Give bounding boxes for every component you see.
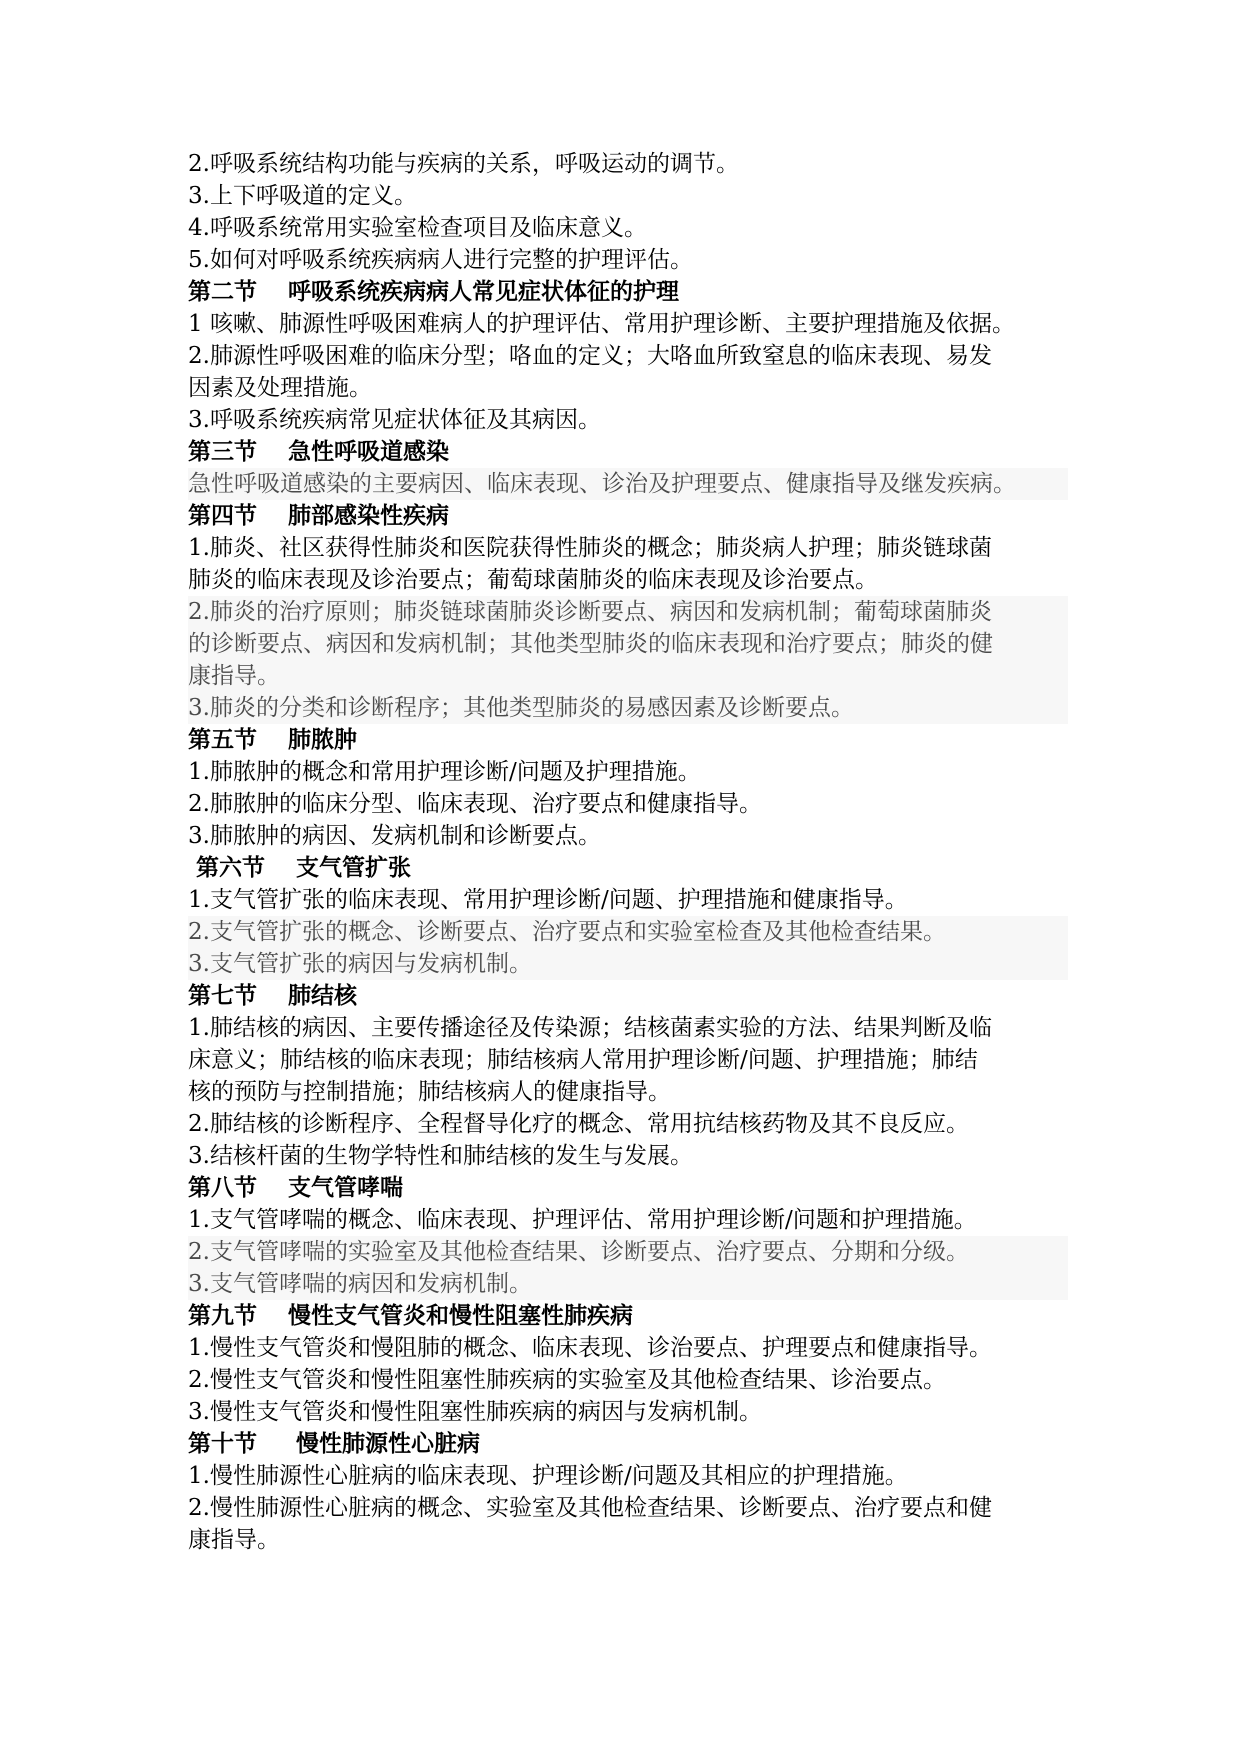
section-9-item-3: 3.慢性支气管炎和慢性阻塞性肺疾病的病因与发病机制。 (188, 1399, 762, 1425)
section-5-heading: 第五节 肺脓肿 (188, 726, 358, 753)
section-3-item-1: 急性呼吸道感染的主要病因、临床表现、诊治及护理要点、健康指导及继发疾病。 (188, 468, 1068, 500)
item-4: 4.呼吸系统常用实验室检查项目及临床意义。 (188, 215, 647, 241)
section-6-item-3: 3.支气管扩张的病因与发病机制。 (188, 948, 1068, 980)
section-2-heading: 第二节 呼吸系统疾病病人常见症状体征的护理 (188, 278, 680, 305)
section-9-heading: 第九节 慢性支气管炎和慢性阻塞性肺疾病 (188, 1302, 634, 1329)
section-4-item-2-line-1: 2.肺炎的治疗原则；肺炎链球菌肺炎诊断要点、病因和发病机制；葡萄球菌肺炎 (188, 596, 1068, 628)
section-4-item-3: 3.肺炎的分类和诊断程序；其他类型肺炎的易感因素及诊断要点。 (188, 692, 1068, 724)
section-8-item-1: 1.支气管哮喘的概念、临床表现、护理评估、常用护理诊断/问题和护理措施。 (188, 1207, 977, 1233)
section-5-item-1: 1.肺脓肿的概念和常用护理诊断/问题及护理措施。 (188, 759, 701, 785)
section-4-heading: 第四节 肺部感染性疾病 (188, 502, 450, 529)
section-2-item-2-line-2: 因素及处理措施。 (188, 375, 372, 401)
item-3: 3.上下呼吸道的定义。 (188, 183, 417, 209)
section-3-heading: 第三节 急性呼吸道感染 (188, 438, 450, 465)
section-2-item-1: 1 咳嗽、肺源性呼吸困难病人的护理评估、常用护理诊断、主要护理措施及依据。 (188, 311, 1015, 337)
section-4-item-2-line-2: 的诊断要点、病因和发病机制；其他类型肺炎的临床表现和治疗要点；肺炎的健 (188, 628, 1068, 660)
section-10-item-2-line-2: 康指导。 (188, 1527, 280, 1553)
section-6-heading: 第六节 支气管扩张 (188, 854, 412, 881)
section-8-item-3: 3.支气管哮喘的病因和发病机制。 (188, 1268, 1068, 1300)
section-6-item-1: 1.支气管扩张的临床表现、常用护理诊断/问题、护理措施和健康指导。 (188, 887, 908, 913)
section-7-item-1-line-3: 核的预防与控制措施；肺结核病人的健康指导。 (188, 1079, 671, 1105)
section-8-heading: 第八节 支气管哮喘 (188, 1174, 404, 1201)
section-8-item-2: 2.支气管哮喘的实验室及其他检查结果、诊断要点、治疗要点、分期和分级。 (188, 1236, 1068, 1268)
section-10-item-2-line-1: 2.慢性肺源性心脏病的概念、实验室及其他检查结果、诊断要点、治疗要点和健 (188, 1495, 992, 1521)
item-2: 2.呼吸系统结构功能与疾病的关系，呼吸运动的调节。 (188, 151, 739, 177)
section-2-item-2-line-1: 2.肺源性呼吸困难的临床分型；咯血的定义；大咯血所致窒息的临床表现、易发 (188, 343, 992, 369)
section-2-item-3: 3.呼吸系统疾病常见症状体征及其病因。 (188, 407, 601, 433)
section-10-item-1: 1.慢性肺源性心脏病的临床表现、护理诊断/问题及其相应的护理措施。 (188, 1463, 908, 1489)
section-9-item-1: 1.慢性支气管炎和慢阻肺的概念、临床表现、诊治要点、护理要点和健康指导。 (188, 1335, 992, 1361)
section-7-item-1-line-2: 床意义；肺结核的临床表现；肺结核病人常用护理诊断/问题、护理措施；肺结 (188, 1047, 978, 1073)
section-7-heading: 第七节 肺结核 (188, 982, 358, 1009)
section-10-heading: 第十节 慢性肺源性心脏病 (188, 1430, 481, 1457)
document-page (188, 148, 1068, 1556)
section-7-item-3: 3.结核杆菌的生物学特性和肺结核的发生与发展。 (188, 1143, 693, 1169)
section-4-item-2-line-3: 康指导。 (188, 660, 1068, 692)
section-4-item-1-line-2: 肺炎的临床表现及诊治要点；葡萄球菌肺炎的临床表现及诊治要点。 (188, 567, 878, 593)
section-6-item-2: 2.支气管扩张的概念、诊断要点、治疗要点和实验室检查及其他检查结果。 (188, 916, 1068, 948)
section-9-item-2: 2.慢性支气管炎和慢性阻塞性肺疾病的实验室及其他检查结果、诊治要点。 (188, 1367, 946, 1393)
section-7-item-2: 2.肺结核的诊断程序、全程督导化疗的概念、常用抗结核药物及其不良反应。 (188, 1111, 969, 1137)
section-5-item-3: 3.肺脓肿的病因、发病机制和诊断要点。 (188, 823, 601, 849)
section-4-item-1-line-1: 1.肺炎、社区获得性肺炎和医院获得性肺炎的概念；肺炎病人护理；肺炎链球菌 (188, 535, 992, 561)
section-7-item-1-line-1: 1.肺结核的病因、主要传播途径及传染源；结核菌素实验的方法、结果判断及临 (188, 1015, 992, 1041)
item-5: 5.如何对呼吸系统疾病病人进行完整的护理评估。 (188, 247, 693, 273)
section-5-item-2: 2.肺脓肿的临床分型、临床表现、治疗要点和健康指导。 (188, 791, 762, 817)
